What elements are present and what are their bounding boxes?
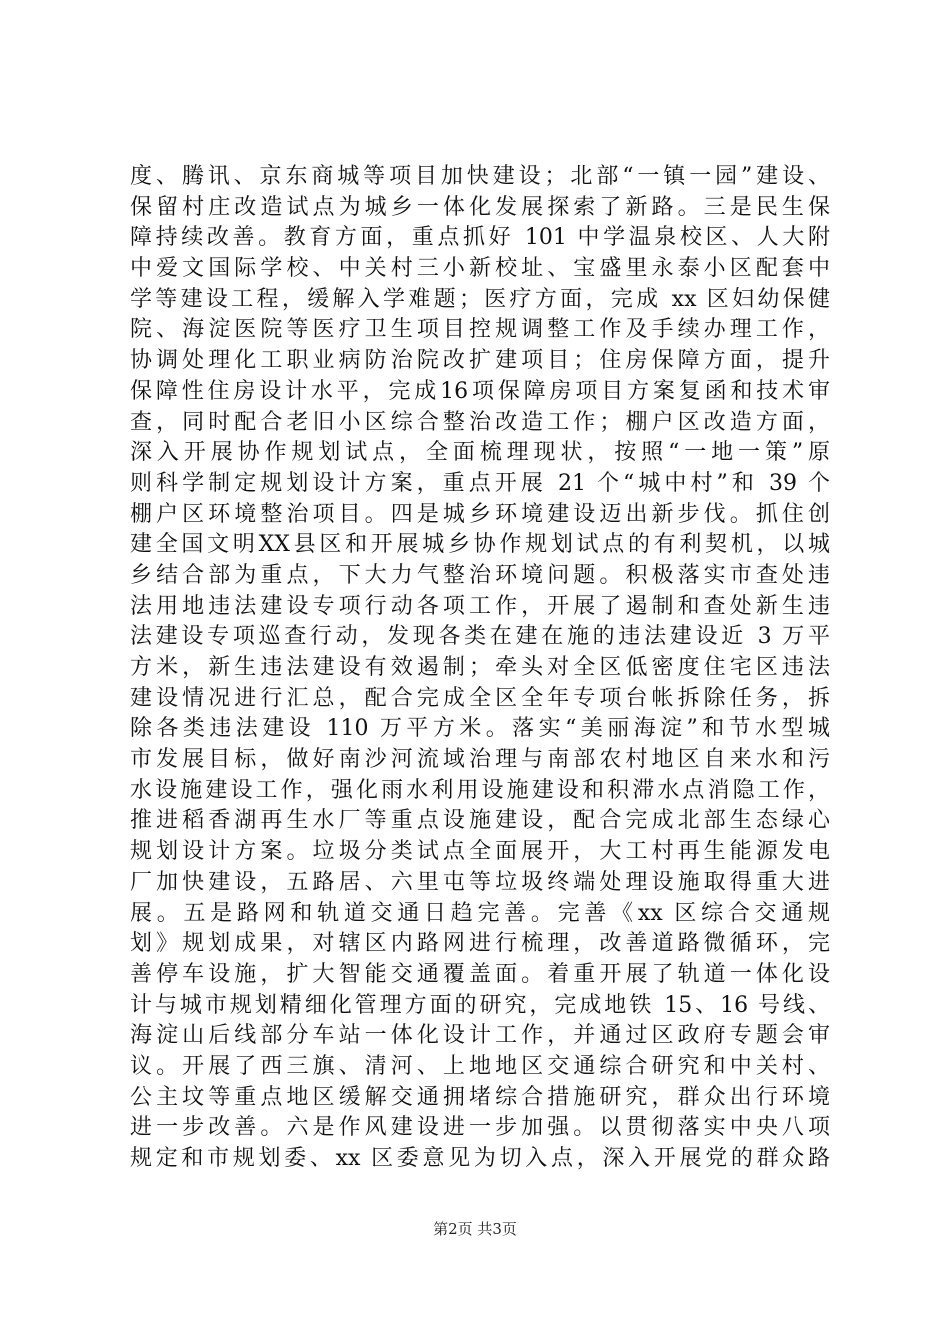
text-line: 法用地违法建设专项行动各项工作，开展了遏制和查处新生违 <box>130 593 830 619</box>
text-line: 规划设计方案。垃圾分类试点全面展开，大工村再生能源发电 <box>130 839 830 865</box>
text-line: 方米，新生违法建设有效遏制；牵头对全区低密度住宅区违法 <box>130 655 830 680</box>
text-line: 厂加快建设，五路居、六里屯等垃圾终端处理设施取得重大进 <box>130 869 830 895</box>
text-line: 保障性住房设计水平，完成16项保障房项目方案复函和技术审 <box>130 378 830 404</box>
text-line: 学等建设工程，缓解入学难题；医疗方面，完成 xx 区妇幼保健 <box>130 286 830 312</box>
text-line: 法建设专项巡查行动，发现各类在建在施的违法建设近 3 万平 <box>130 624 830 650</box>
body-text <box>130 162 830 1175</box>
text-line: 计与城市规划精细化管理方面的研究，完成地铁 15、16 号线、 <box>130 992 830 1018</box>
text-line: 海淀山后线部分车站一体化设计工作，并通过区政府专题会审 <box>130 1023 830 1049</box>
text-line: 善停车设施，扩大智能交通覆盖面。着重开展了轨道一体化设 <box>130 961 830 987</box>
text-line: 市发展目标，做好南沙河流域治理与南部农村地区自来水和污 <box>130 747 830 773</box>
text-line: 划》规划成果，对辖区内路网进行梳理，改善道路微循环，完 <box>130 931 830 957</box>
text-line: 除各类违法建设 110 万平方米。落实“美丽海淀”和节水型城 <box>130 716 830 742</box>
text-line: 度、腾讯、京东商城等项目加快建设；北部“一镇一园”建设、 <box>130 164 830 189</box>
text-line: 规定和市规划委、xx 区委意见为切入点，深入开展党的群众路 <box>130 1146 830 1171</box>
text-line: 则科学制定规划设计方案，重点开展 21 个“城中村”和 39 个 <box>130 470 830 496</box>
text-line: 水设施建设工作，强化雨水利用设施建设和积滞水点消隐工作， <box>130 777 830 803</box>
page-footer: 第2页 共3页 <box>433 1220 517 1238</box>
text-line: 乡结合部为重点，下大力气整治环境问题。积极落实市查处违 <box>130 562 830 588</box>
text-line: 展。五是路网和轨道交通日趋完善。完善《xx 区综合交通规 <box>130 900 830 926</box>
text-line: 公主坟等重点地区缓解交通拥堵综合措施研究，群众出行环境 <box>130 1084 830 1110</box>
text-line: 建设情况进行汇总，配合完成全区全年专项台帐拆除任务，拆 <box>130 685 830 711</box>
text-line: 查，同时配合老旧小区综合整治改造工作；棚户区改造方面， <box>130 409 830 435</box>
text-line: 议。开展了西三旗、清河、上地地区交通综合研究和中关村、 <box>130 1053 830 1079</box>
text-line: 院、海淀医院等医疗卫生项目控规调整工作及手续办理工作， <box>130 317 830 343</box>
text-line: 中爱文国际学校、中关村三小新校址、宝盛里永泰小区配套中 <box>130 256 830 282</box>
text-line: 建全国文明XX县区和开展城乡协作规划试点的有利契机，以城 <box>130 532 830 558</box>
text-line: 推进稻香湖再生水厂等重点设施建设，配合完成北部生态绿心 <box>130 808 830 834</box>
text-line: 保留村庄改造试点为城乡一体化发展探索了新路。三是民生保 <box>130 194 830 220</box>
text-line: 协调处理化工职业病防治院改扩建项目；住房保障方面，提升 <box>130 348 830 374</box>
text-line: 棚户区环境整治项目。四是城乡环境建设迈出新步伐。抓住创 <box>130 501 830 527</box>
text-line: 障持续改善。教育方面，重点抓好 101 中学温泉校区、人大附 <box>130 225 830 251</box>
text-line: 进一步改善。六是作风建设进一步加强。以贯彻落实中央八项 <box>130 1115 830 1141</box>
text-line: 深入开展协作规划试点，全面梳理现状，按照“一地一策”原 <box>130 440 830 466</box>
